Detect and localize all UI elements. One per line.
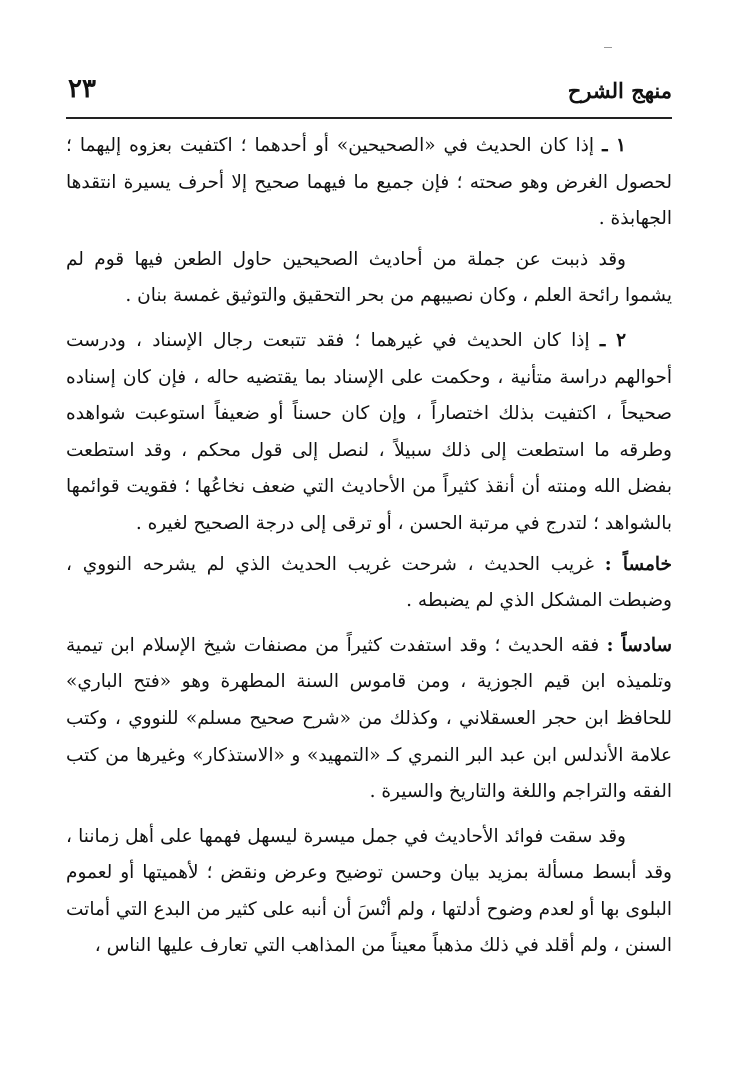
paragraph-5 <box>66 628 672 811</box>
paragraph-text: وقد ذببت عن جملة من أحاديث الصحيحين حاول الطعن فيها قوم لم يشموا رائحة العلم ، وكان نصيبهم من بحر التحقيق والتوثيق غمسة بنان . <box>66 248 672 307</box>
paragraph-text: فقه الحديث ؛ وقد استفدت كثيراً من مصنفات شيخ الإسلام ابن تيمية وتلميذه ابن قيم الجوزية ، ومن قاموس السنة المطهرة وهو «فتح الباري» للحافظ ابن حجر العسقلاني ، وكذلك من «شرح صحيح مسلم» للنووي ، وكتب علامة الأندلس ابن عبد البر النمري كـ «التمهيد» و «الاستذكار» وغيرها من كتب الفقه والتراجم واللغة والتاريخ والسيرة . <box>66 634 672 803</box>
running-title: منهج الشرح <box>567 78 672 103</box>
paragraph-6 <box>66 819 672 965</box>
page-body <box>66 128 672 973</box>
scan-mark <box>604 47 612 48</box>
header-divider <box>66 117 672 119</box>
item-number: ٢ ـ <box>599 329 626 351</box>
paragraph-text: إذا كان الحديث في غيرهما ؛ فقد تتبعت رجال الإسناد ، ودرست أحوالهم دراسة متأنية ، وحكمت على الإسناد بما يقتضيه حاله ، فإن كان إسناده صحيحاً ، اكتفيت بذلك اختصاراً ، وإن كان حسناً أو ضعيفاً استوعبت شواهده وطرقه ما استطعت إلى ذلك سبيلاً ، لنصل إلى قول محكم ، وقد استطعت بفضل الله ومنته أن أنقذ كثيراً من الأحاديث التي ضعف نخاعُها ؛ فقويت قوائمها بالشواهد ؛ لتدرج في مرتبة الحسن ، أو ترقى إلى درجة الصحيح لغيره . <box>66 329 672 534</box>
paragraph-1 <box>66 128 672 238</box>
paragraph-3 <box>66 323 672 543</box>
paragraph-2 <box>66 242 672 315</box>
paragraph-text: إذا كان الحديث في «الصحيحين» أو أحدهما ؛ اكتفيت بعزوه إليهما ؛ لحصول الغرض وهو صحته ؛ فإن جميع ما فيهما صحيح إلا أحرف يسيرة انتقدها الجهابذة . <box>66 135 672 230</box>
section-lead: خامساً : <box>604 553 672 575</box>
paragraph-text: غريب الحديث ، شرحت غريب الحديث الذي لم يشرحه النووي ، وضبطت المشكل الذي لم يضبطه . <box>66 553 672 612</box>
paragraph-text: وقد سقت فوائد الأحاديث في جمل ميسرة ليسهل فهمها على أهل زماننا ، وقد أبسط مسألة بمزيد بيان وحسن توضيح وعرض ونقض ؛ لأهميتها أو لعموم البلوى بها أو لعدم وضوح أدلتها ، ولم أنْسَ أن أنبه على كثير من البدع التي أماتت السنن ، ولم أقلد في ذلك مذهباً معيناً من المذاهب التي تعارف عليها الناس ، <box>66 825 672 957</box>
paragraph-4 <box>66 547 672 620</box>
item-number: ١ ـ <box>602 135 626 156</box>
page-number: ٢٣ <box>68 74 96 104</box>
page-header <box>66 72 672 112</box>
section-lead: سادساً : <box>606 634 672 656</box>
